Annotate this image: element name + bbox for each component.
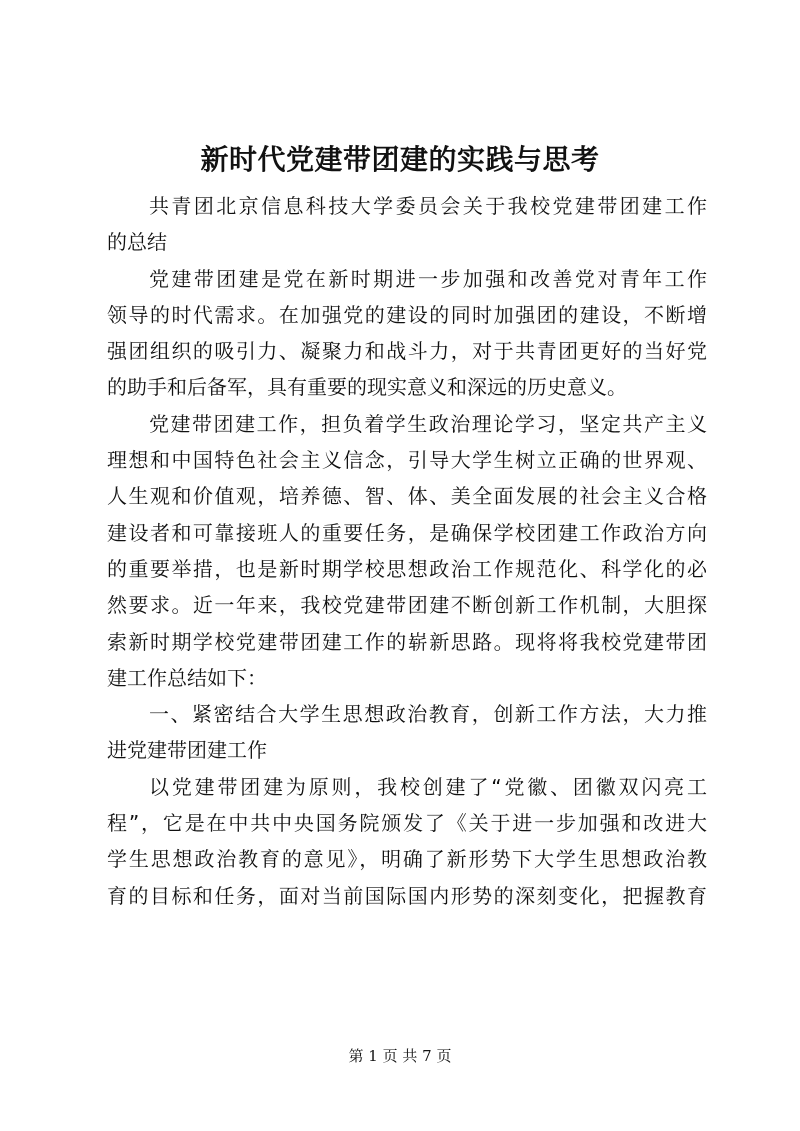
- text-line: 理想和中国特色社会主义信念，引导大学生树立正确的世界观、: [107, 448, 707, 473]
- text-line: 党建带团建工作，担负着学生政治理论学习，坚定共产主义: [149, 411, 707, 436]
- text-line: 人生观和价值观，培养德、智、体、美全面发展的社会主义合格: [107, 484, 707, 509]
- text-line: 的重要举措，也是新时期学校思想政治工作规范化、科学化的必: [107, 556, 707, 581]
- text-line: 育的目标和任务，面对当前国际国内形势的深刻变化，把握教育: [107, 883, 707, 908]
- text-line: 学生思想政治教育的意见》，明确了新形势下大学生思想政治教: [107, 847, 707, 872]
- text-line: 建工作总结如下：: [107, 665, 267, 690]
- text-line: 共青团北京信息科技大学委员会关于我校党建带团建工作: [149, 194, 707, 218]
- page-number: 第 1 页 共 7 页: [348, 1047, 452, 1065]
- text-line: 进党建带团建工作: [107, 738, 267, 763]
- text-line: 建设者和可靠接班人的重要任务，是确保学校团建工作政治方向: [107, 520, 707, 545]
- text-line: 强团组织的吸引力、凝聚力和战斗力，对于共青团更好的当好党: [107, 339, 707, 364]
- text-line: 索新时期学校党建带团建工作的崭新思路。现将将我校党建带团: [107, 629, 707, 654]
- text-line: 领导的时代需求。在加强党的建设的同时加强团的建设，不断增: [107, 302, 707, 327]
- text-line: 党建带团建是党在新时期进一步加强和改善党对青年工作: [149, 266, 707, 291]
- text-line: 的助手和后备军，具有重要的现实意义和深远的历史意义。: [107, 375, 627, 400]
- document-body: [107, 188, 707, 914]
- document-title: 新时代党建带团建的实践与思考: [200, 143, 600, 176]
- text-line: 一、紧密结合大学生思想政治教育，创新工作方法，大力推: [149, 702, 707, 727]
- text-line: 然要求。近一年来，我校党建带团建不断创新工作机制，大胆探: [107, 593, 707, 618]
- text-line: 程”，它是在中共中央国务院颁发了《关于进一步加强和改进大: [107, 811, 707, 836]
- text-line: 的总结: [107, 230, 167, 255]
- text-line: 以党建带团建为原则，我校创建了“党徽、团徽双闪亮工: [149, 774, 707, 799]
